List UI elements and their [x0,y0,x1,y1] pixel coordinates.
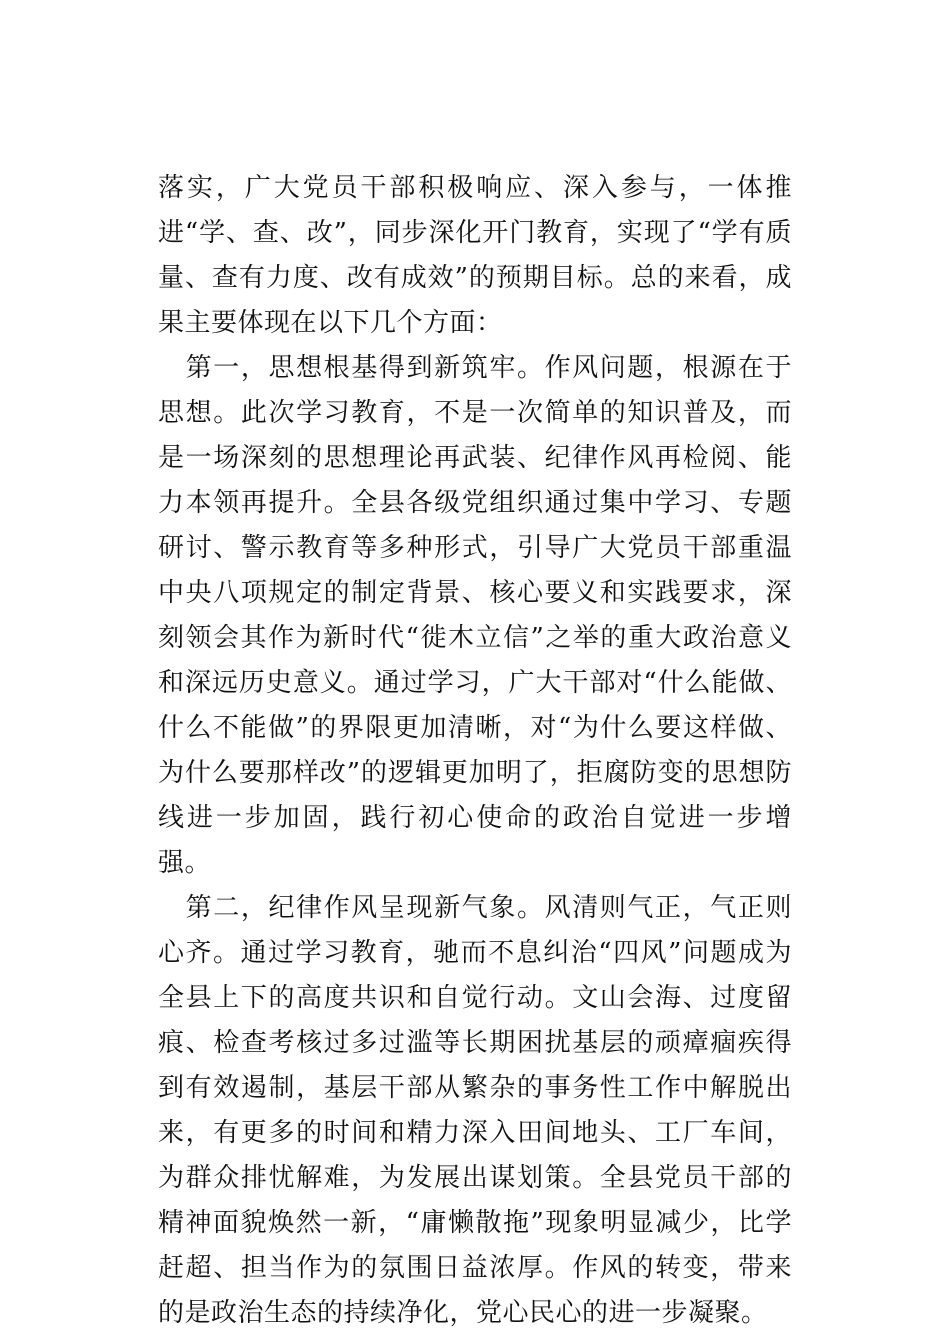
paragraph-second-point: 第二，纪律作风呈现新气象。风清则气正，气正则心齐。通过学习教育，驰而不息纠治“四风”问题成为全县上下的高度共识和自觉行动。文山会海、过度留痕、检查考核过多过滥等长期困扰基层的顽瘴痼疾得到有效遏制，基层干部从繁杂的事务性工作中解脱出来，有更多的时间和精力深入田间地头、工厂车间，为群众排忧解难，为发展出谋划策。全县党员干部的精神面貌焕然一新，“庸懒散拖”现象明显减少，比学赶超、担当作为的氛围日益浓厚。作风的转变，带来的是政治生态的持续净化，党心民心的进一步凝聚。 [158,893,792,1328]
paragraph-intro: 落实，广大党员干部积极响应、深入参与，一体推进“学、查、改”，同步深化开门教育，实现了“学有质量、查有力度、改有成效”的预期目标。总的来看，成果主要体现在以下几个方面： [158,173,792,338]
document-body [158,166,792,1336]
paragraph-first-point: 第一，思想根基得到新筑牢。作风问题，根源在于思想。此次学习教育，不是一次简单的知识普及，而是一场深刻的思想理论再武装、纪律作风再检阅、能力本领再提升。全县各级党组织通过集中学习、专题研讨、警示教育等多种形式，引导广大党员干部重温中央八项规定的制定背景、核心要义和实践要求，深刻领会其作为新时代“徙木立信”之举的重大政治意义和深远历史意义。通过学习，广大干部对“什么能做、什么不能做”的界限更加清晰，对“为什么要这样做、为什么要那样改”的逻辑更加明了，拒腐防变的思想防线进一步加固，践行初心使命的政治自觉进一步增强。 [158,353,792,878]
